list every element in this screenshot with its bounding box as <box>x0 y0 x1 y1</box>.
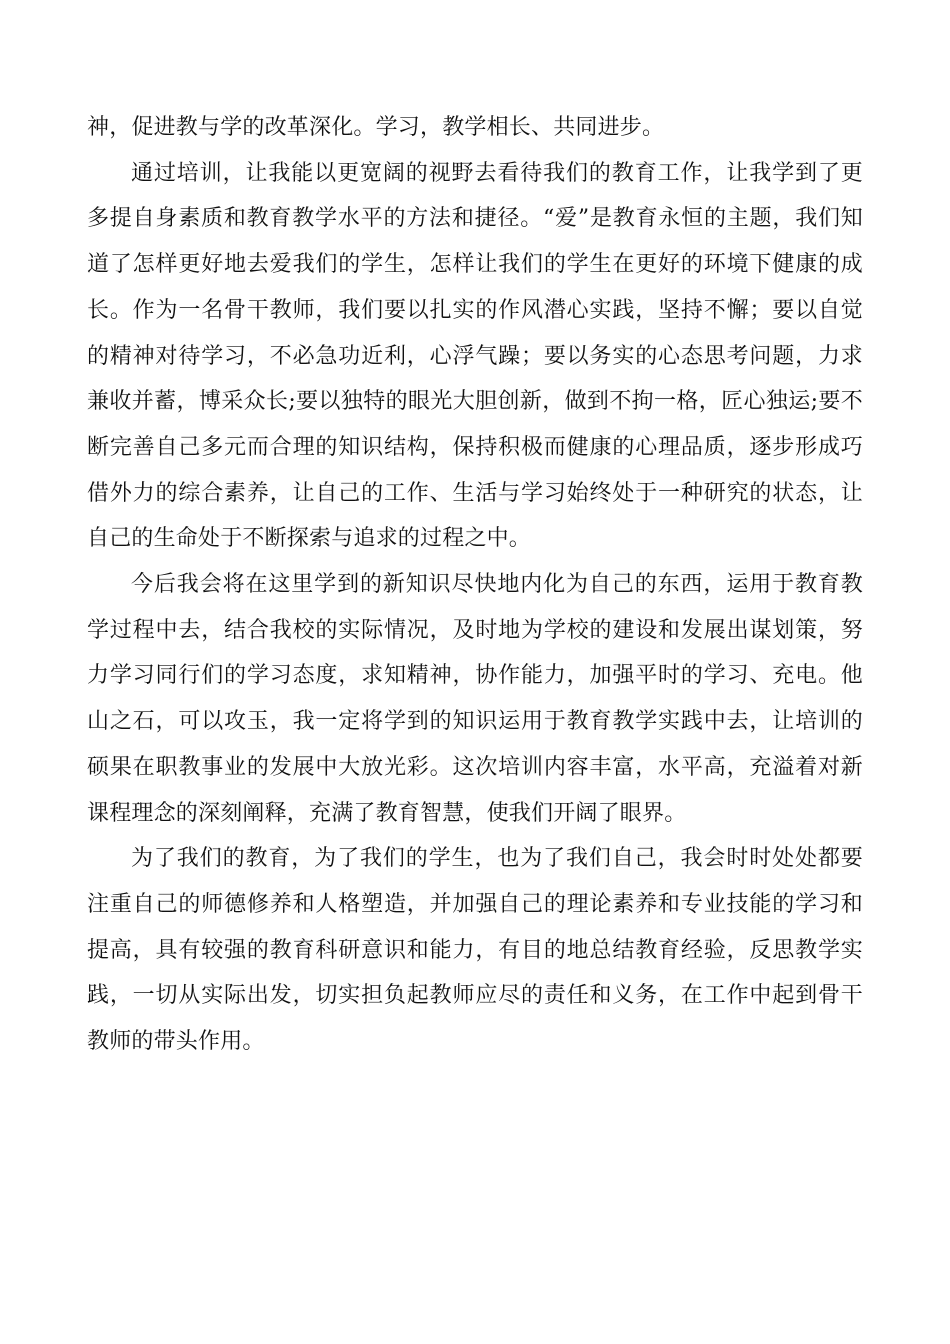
paragraph-future-plans: 今后我会将在这里学到的新知识尽快地内化为自己的东西，运用于教育教学过程中去，结合我校的实际情况，及时地为学校的建设和发展出谋划策，努力学习同行们的学习态度，求知精神，协作能力，加强平时的学习、充电。他山之石，可以攻玉，我一定将学到的知识运用于教育教学实践中去，让培训的硕果在职教事业的发展中大放光彩。这次培训内容丰富，水平高，充溢着对新课程理念的深刻阐释，充满了教育智慧，使我们开阔了眼界。 <box>87 572 863 826</box>
document-body <box>87 105 863 1065</box>
paragraph-commitment: 为了我们的教育，为了我们的学生，也为了我们自己，我会时时处处都要注重自己的师德修养和人格塑造，并加强自己的理论素养和专业技能的学习和提高，具有较强的教育科研意识和能力，有目的地总结教育经验，反思教学实践，一切从实际出发，切实担负起教师应尽的责任和义务，在工作中起到骨干教师的带头作用。 <box>87 846 863 1055</box>
paragraph-training-reflection: 通过培训，让我能以更宽阔的视野去看待我们的教育工作，让我学到了更多提自身素质和教育教学水平的方法和捷径。“爱”是教育永恒的主题，我们知道了怎样更好地去爱我们的学生，怎样让我们的学生在更好的环境下健康的成长。作为一名骨干教师，我们要以扎实的作风潜心实践，坚持不懈；要以自觉的精神对待学习，不必急功近利，心浮气躁；要以务实的心态思考问题，力求兼收并蓄，博采众长;要以独特的眼光大胆创新，做到不拘一格，匠心独运;要不断完善自己多元而合理的知识结构，保持积极而健康的心理品质，逐步形成巧借外力的综合素养，让自己的工作、生活与学习始终处于一种研究的状态，让自己的生命处于不断探索与追求的过程之中。 <box>87 160 863 552</box>
paragraph-continuation: 神，促进教与学的改革深化。学习，教学相长、共同进步。 <box>87 115 665 140</box>
